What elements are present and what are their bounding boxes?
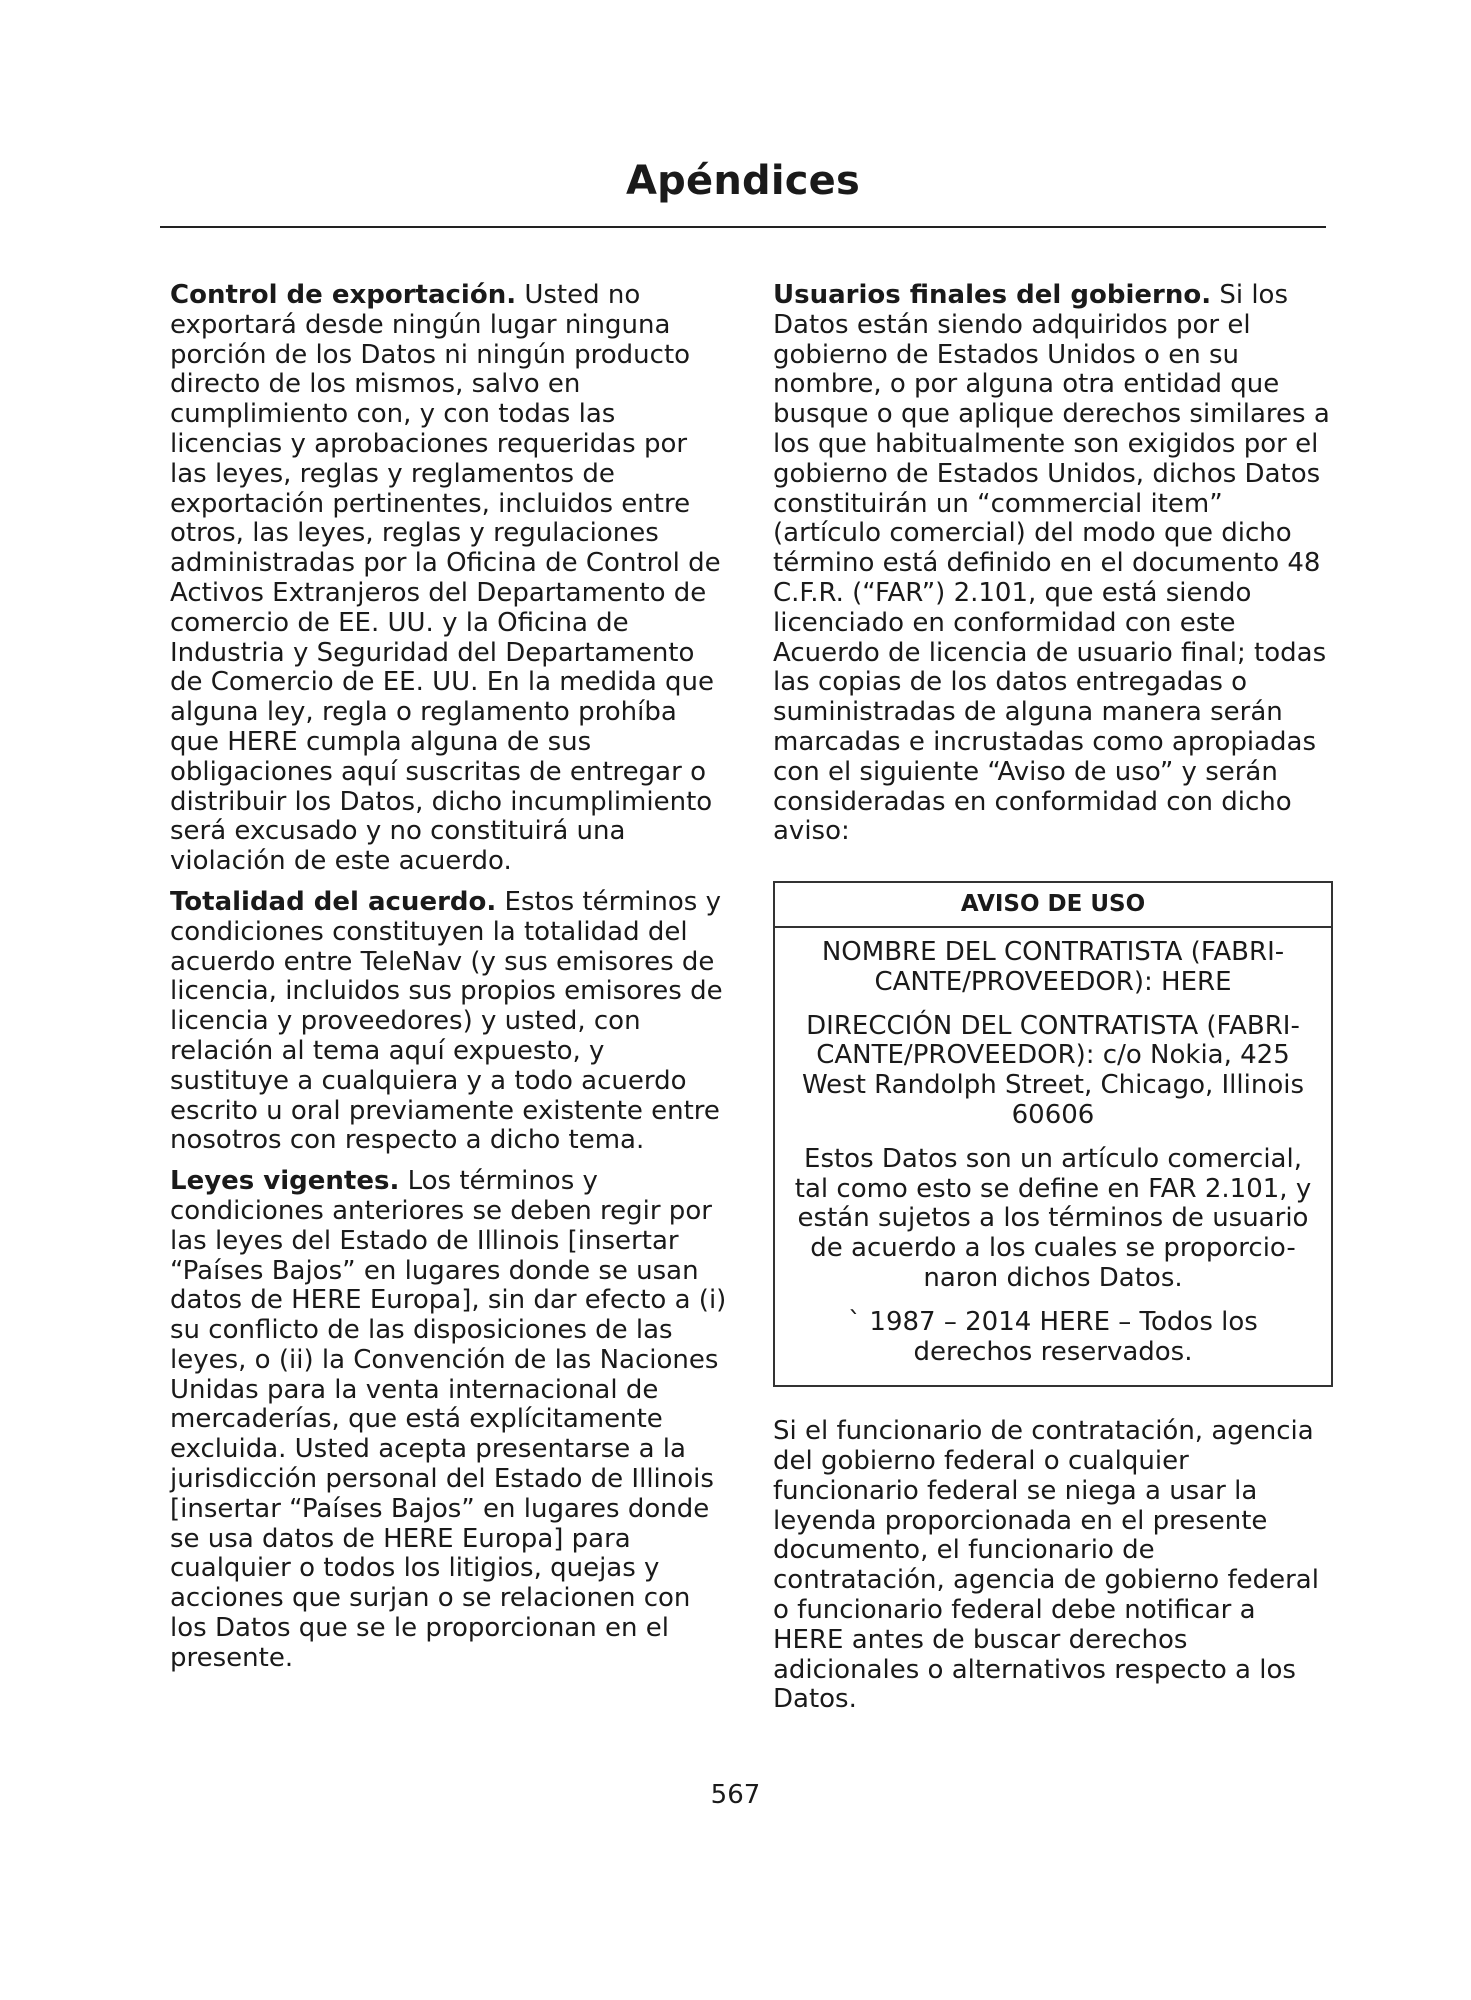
paragraph-entire-agreement [170,888,730,1156]
paragraph-text: Los términos y condiciones anteriores se deben regir por las leyes del Estado de Illinois [insertar “Países Bajos” en lugares donde se usan datos de HERE Europa], sin dar efecto a (i) su conflicto de las disposiciones de las leyes, o (ii) la Convención de las Naciones Unidas para la venta internacional de mercaderías, que está explícitamente excluida. Usted acepta presentarse a la jurisdicción personal del Estado de Illinois [insertar “Países Bajos” en lugares donde se usa datos de HERE Europa] para cualquier o todos los litigios, quejas y acciones que surjan o se relacionen con los Datos que se le proporcionan en el presente. [170,1166,727,1673]
notice-contractor-address: DIRECCIÓN DEL CONTRATISTA (FABRI-CANTE/PROVEEDOR): c/o Nokia, 425 West Randolph Street, Chicago, Illinois 60606 [801,1010,1305,1130]
paragraph-text: Estos términos y condiciones constituyen la totalidad del acuerdo entre TeleNav (y sus emisores de licencia, incluidos sus propios emisores de licencia y proveedores) y usted, con relación al tema aquí expuesto, y sustituye a cualquiera y a todo acuerdo escrito u oral previamente existente entre nosotros con respecto a dicho tema. [170,886,723,1156]
notice-of-use-box [773,881,1333,1387]
paragraph-governing-law [170,1167,730,1674]
notice-copyright: ` 1987 – 2014 HERE – Todos los derechos reservados. [848,1306,1258,1367]
notice-statement: Estos Datos son un artículo comercial, tal como esto se define en FAR 2.101, y están sujetos a los términos de usuario de acuerdo a los cuales se proporcio-naron dichos Datos. [794,1143,1312,1293]
notice-contractor-name: NOMBRE DEL CONTRATISTA (FABRI-CANTE/PROVEEDOR): HERE [821,936,1285,997]
paragraph-heading: Leyes vigentes. [170,1166,400,1197]
paragraph-text: Si los Datos están siendo adquiridos por el gobierno de Estados Unidos o en su nombre, o por alguna otra entidad que busque o que aplique derechos similares a los que habitualmente son exigidos por el gobierno de Estados Unidos, dichos Datos constituirán un “commercial item” (artículo comercial) del modo que dicho término está definido en el documento 48 C.F.R. (“FAR”) 2.101, que está siendo licenciado en conformidad con este Acuerdo de licencia de usuario final; todas las copias de los datos entregadas o suministradas de alguna manera serán marcadas e incrustadas como apropiadas con el siguiente “Aviso de uso” y serán consideradas en conformidad con dicho aviso: [773,280,1330,847]
paragraph-closing: Si el funcionario de contratación, agencia del gobierno federal o cualquier funcionario federal se niega a usar la leyenda proporcionada en el presente documento, el funcionario de contratación, agencia de gobierno federal o funcionario federal debe notificar a HERE antes de buscar derechos adicionales o alternativos respecto a los Datos. [773,1416,1319,1715]
right-column [773,281,1333,1726]
title-divider [160,226,1326,228]
paragraph-export-control [170,281,730,877]
page-title: Apéndices [626,158,860,204]
notice-body [775,928,1331,1385]
paragraph-heading: Totalidad del acuerdo. [170,886,497,917]
paragraph-heading: Usuarios finales del gobierno. [773,280,1212,310]
page-number: 567 [710,1780,761,1810]
paragraph-text: Usted no exportará desde ningún lugar ninguna porción de los Datos ni ningún producto directo de los mismos, salvo en cumplimiento con, y con todas las licencias y aprobaciones requeridas por las leyes, reglas y reglamentos de exportación pertinentes, incluidos entre otros, las leyes, reglas y regulaciones administradas por la Oficina de Control de Activos Extranjeros del Departamento de comercio de EE. UU. y la Oficina de Industria y Seguridad del Departamento de Comercio de EE. UU. En la medida que alguna ley, regla o reglamento prohíba que HERE cumpla alguna de sus obligaciones aquí suscritas de entregar o distribuir los Datos, dicho incumplimiento será excusado y no constituirá una violación de este acuerdo. [170,280,721,877]
paragraph-heading: Control de exportación. [170,280,517,310]
notice-title: AVISO DE USO [775,883,1331,928]
paragraph-government-end-users [773,281,1333,847]
left-column [170,281,730,1685]
